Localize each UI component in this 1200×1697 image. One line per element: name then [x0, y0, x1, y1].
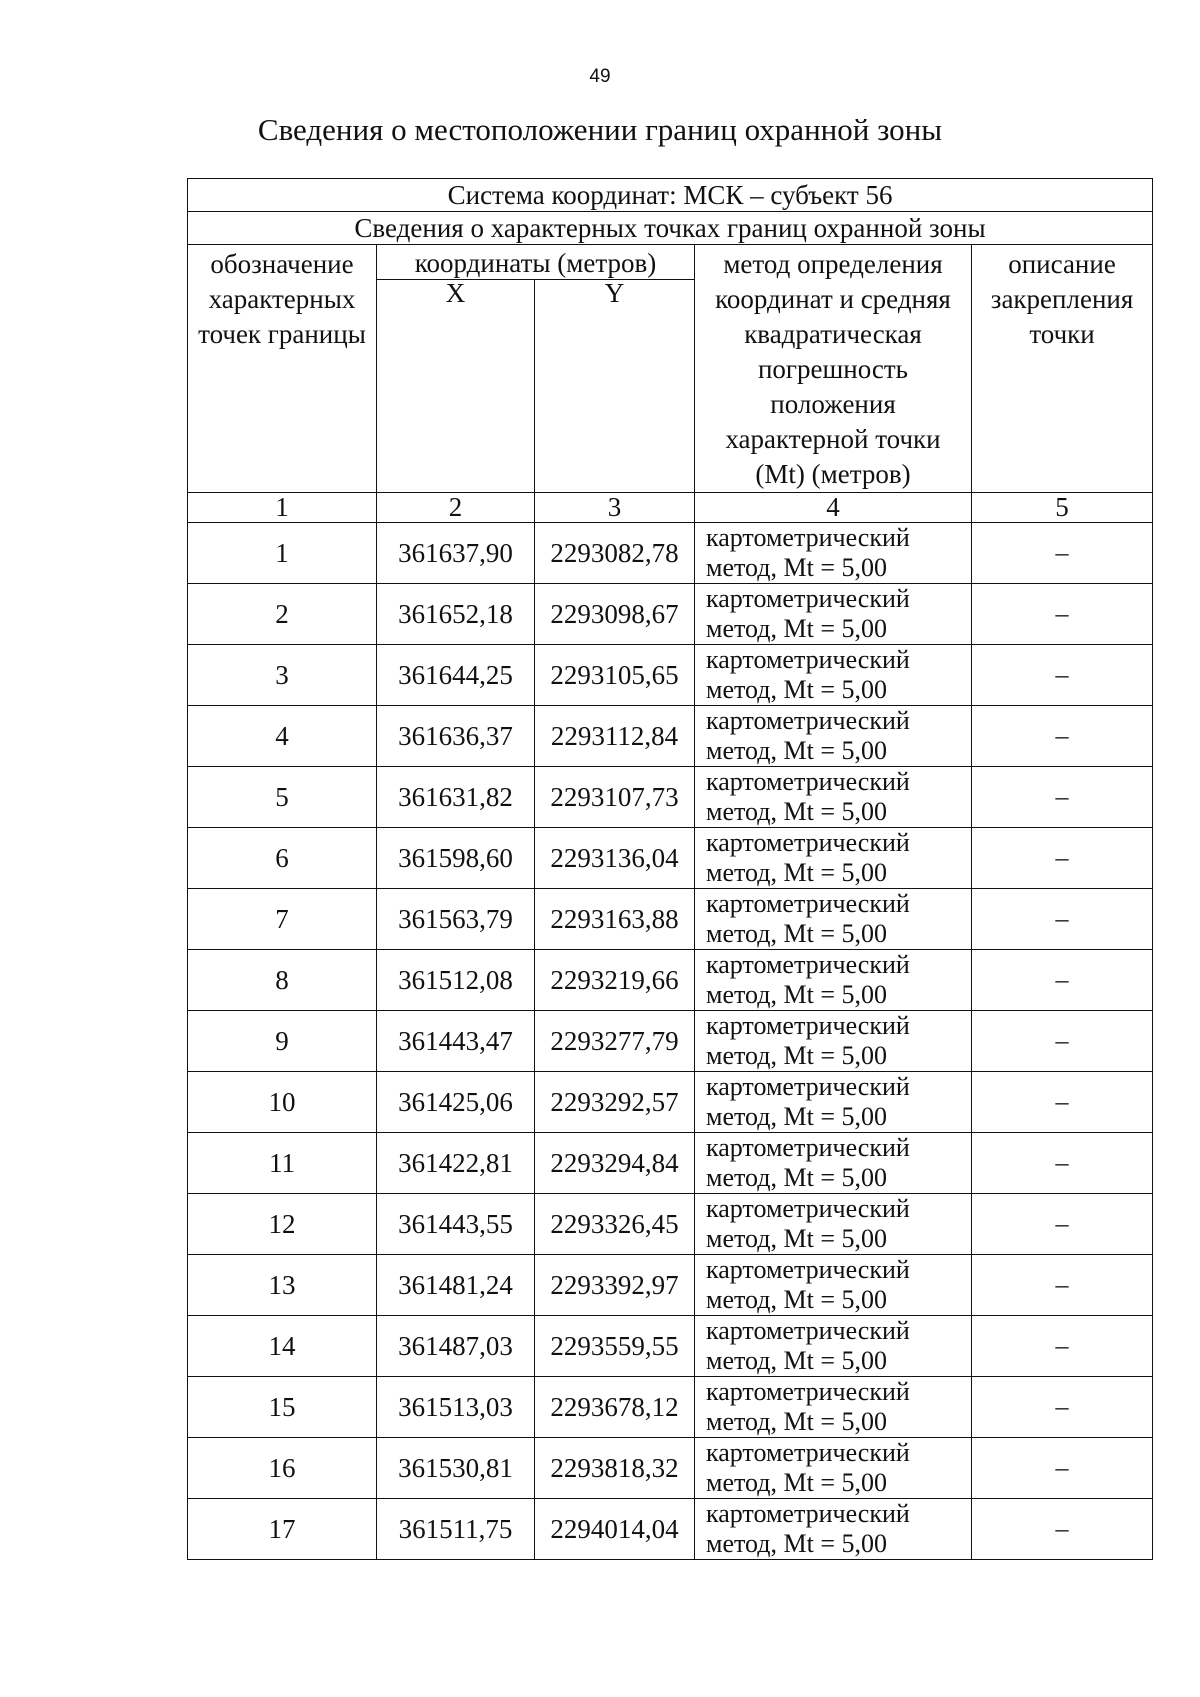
table-row — [188, 1011, 1153, 1072]
x-coordinate-cell: 361513,03 — [377, 1377, 535, 1438]
x-coordinate-cell: 361425,06 — [377, 1072, 535, 1133]
table-row — [188, 1316, 1153, 1377]
point-number-cell: 9 — [188, 1011, 377, 1072]
coordinate-system-caption: Система координат: МСК – субъект 56 — [188, 179, 1153, 212]
table-row — [188, 889, 1153, 950]
table-row — [188, 828, 1153, 889]
method-line: метод, Mt = 5,00 — [706, 1102, 887, 1131]
x-coordinate-cell: 361636,37 — [377, 706, 535, 767]
header-description: описание закрепления точки — [972, 245, 1153, 493]
method-cell — [695, 1316, 972, 1377]
point-number-cell: 8 — [188, 950, 377, 1011]
method-line: метод, Mt = 5,00 — [706, 1468, 887, 1497]
method-line: метод, Mt = 5,00 — [706, 1224, 887, 1253]
method-line: метод, Mt = 5,00 — [706, 919, 887, 948]
x-coordinate-cell: 361487,03 — [377, 1316, 535, 1377]
description-cell: – — [972, 523, 1153, 584]
method-line: метод, Mt = 5,00 — [706, 614, 887, 643]
point-number-cell: 14 — [188, 1316, 377, 1377]
y-coordinate-cell: 2293559,55 — [535, 1316, 695, 1377]
method-cell — [695, 767, 972, 828]
page-number: 49 — [589, 66, 611, 87]
method-line: картометрический — [706, 950, 910, 979]
description-cell: – — [972, 1194, 1153, 1255]
method-line: картометрический — [706, 767, 910, 796]
description-cell: – — [972, 645, 1153, 706]
table-row — [188, 645, 1153, 706]
description-cell: – — [972, 889, 1153, 950]
point-number-cell: 5 — [188, 767, 377, 828]
method-line: картометрический — [706, 584, 910, 613]
method-line: метод, Mt = 5,00 — [706, 858, 887, 887]
y-coordinate-cell: 2293678,12 — [535, 1377, 695, 1438]
table-row — [188, 767, 1153, 828]
table-row — [188, 1438, 1153, 1499]
y-coordinate-cell: 2293277,79 — [535, 1011, 695, 1072]
y-coordinate-cell: 2293219,66 — [535, 950, 695, 1011]
method-line: картометрический — [706, 889, 910, 918]
description-cell: – — [972, 1133, 1153, 1194]
table-row — [188, 523, 1153, 584]
y-coordinate-cell: 2293392,97 — [535, 1255, 695, 1316]
table-row — [188, 1255, 1153, 1316]
method-line: метод, Mt = 5,00 — [706, 1529, 887, 1558]
table-row — [188, 950, 1153, 1011]
x-coordinate-cell: 361512,08 — [377, 950, 535, 1011]
y-coordinate-cell: 2293112,84 — [535, 706, 695, 767]
x-coordinate-cell: 361443,47 — [377, 1011, 535, 1072]
method-line: метод, Mt = 5,00 — [706, 736, 887, 765]
method-cell — [695, 645, 972, 706]
method-cell — [695, 1011, 972, 1072]
point-number-cell: 12 — [188, 1194, 377, 1255]
method-cell — [695, 828, 972, 889]
y-coordinate-cell: 2293163,88 — [535, 889, 695, 950]
method-line: картометрический — [706, 1072, 910, 1101]
table-row — [188, 1194, 1153, 1255]
method-cell — [695, 1194, 972, 1255]
column-number: 5 — [972, 493, 1153, 523]
method-cell — [695, 584, 972, 645]
method-line: картометрический — [706, 1194, 910, 1223]
table-row — [188, 1133, 1153, 1194]
method-line: метод, Mt = 5,00 — [706, 1346, 887, 1375]
point-number-cell: 7 — [188, 889, 377, 950]
page-title: Сведения о местоположении границ охранной зоны — [257, 112, 943, 147]
description-cell: – — [972, 767, 1153, 828]
y-coordinate-cell: 2293105,65 — [535, 645, 695, 706]
description-cell: – — [972, 706, 1153, 767]
method-cell — [695, 1438, 972, 1499]
header-coordinates: координаты (метров) — [377, 245, 695, 280]
y-coordinate-cell: 2293818,32 — [535, 1438, 695, 1499]
point-number-cell: 11 — [188, 1133, 377, 1194]
x-coordinate-cell: 361563,79 — [377, 889, 535, 950]
method-cell — [695, 1255, 972, 1316]
x-coordinate-cell: 361637,90 — [377, 523, 535, 584]
point-number-cell: 2 — [188, 584, 377, 645]
description-cell: – — [972, 1499, 1153, 1560]
method-line: картометрический — [706, 828, 910, 857]
method-line: картометрический — [706, 645, 910, 674]
y-coordinate-cell: 2293082,78 — [535, 523, 695, 584]
method-line: метод, Mt = 5,00 — [706, 1285, 887, 1314]
point-number-cell: 1 — [188, 523, 377, 584]
description-cell: – — [972, 1377, 1153, 1438]
x-coordinate-cell: 361511,75 — [377, 1499, 535, 1560]
point-number-cell: 16 — [188, 1438, 377, 1499]
method-cell — [695, 1133, 972, 1194]
section-caption: Сведения о характерных точках границ охранной зоны — [188, 212, 1153, 245]
header-y: Y — [535, 280, 695, 493]
table-row — [188, 1499, 1153, 1560]
method-cell — [695, 950, 972, 1011]
method-line: картометрический — [706, 706, 910, 735]
method-cell — [695, 1499, 972, 1560]
method-cell — [695, 889, 972, 950]
description-cell: – — [972, 1011, 1153, 1072]
x-coordinate-cell: 361422,81 — [377, 1133, 535, 1194]
y-coordinate-cell: 2293292,57 — [535, 1072, 695, 1133]
column-number: 4 — [695, 493, 972, 523]
y-coordinate-cell: 2293326,45 — [535, 1194, 695, 1255]
header-point-designation: обозначение характерных точек границы — [188, 245, 377, 493]
description-cell: – — [972, 950, 1153, 1011]
method-line: метод, Mt = 5,00 — [706, 1407, 887, 1436]
method-cell — [695, 1377, 972, 1438]
point-number-cell: 15 — [188, 1377, 377, 1438]
method-line: метод, Mt = 5,00 — [706, 1041, 887, 1070]
table-row — [188, 1377, 1153, 1438]
method-line: метод, Mt = 5,00 — [706, 797, 887, 826]
y-coordinate-cell: 2293098,67 — [535, 584, 695, 645]
y-coordinate-cell: 2293107,73 — [535, 767, 695, 828]
method-line: метод, Mt = 5,00 — [706, 1163, 887, 1192]
description-cell: – — [972, 584, 1153, 645]
method-line: метод, Mt = 5,00 — [706, 980, 887, 1009]
y-coordinate-cell: 2294014,04 — [535, 1499, 695, 1560]
table-row — [188, 706, 1153, 767]
description-cell: – — [972, 1255, 1153, 1316]
table-row — [188, 584, 1153, 645]
method-cell — [695, 1072, 972, 1133]
header-method: метод определения координат и средняя квадратическая погрешность положения характерной точки (Mt) (метров) — [695, 245, 972, 493]
x-coordinate-cell: 361631,82 — [377, 767, 535, 828]
point-number-cell: 13 — [188, 1255, 377, 1316]
method-line: картометрический — [706, 1438, 910, 1467]
table-row — [188, 1072, 1153, 1133]
point-number-cell: 17 — [188, 1499, 377, 1560]
method-line: метод, Mt = 5,00 — [706, 553, 887, 582]
boundary-points-table — [187, 178, 1153, 1560]
description-cell: – — [972, 828, 1153, 889]
point-number-cell: 10 — [188, 1072, 377, 1133]
y-coordinate-cell: 2293294,84 — [535, 1133, 695, 1194]
x-coordinate-cell: 361443,55 — [377, 1194, 535, 1255]
method-cell — [695, 706, 972, 767]
point-number-cell: 3 — [188, 645, 377, 706]
description-cell: – — [972, 1438, 1153, 1499]
method-line: метод, Mt = 5,00 — [706, 675, 887, 704]
x-coordinate-cell: 361652,18 — [377, 584, 535, 645]
description-cell: – — [972, 1316, 1153, 1377]
method-line: картометрический — [706, 523, 910, 552]
column-number: 3 — [535, 493, 695, 523]
point-number-cell: 6 — [188, 828, 377, 889]
y-coordinate-cell: 2293136,04 — [535, 828, 695, 889]
column-number: 2 — [377, 493, 535, 523]
point-number-cell: 4 — [188, 706, 377, 767]
x-coordinate-cell: 361644,25 — [377, 645, 535, 706]
header-x: X — [377, 280, 535, 493]
method-line: картометрический — [706, 1316, 910, 1345]
method-cell — [695, 523, 972, 584]
method-line: картометрический — [706, 1255, 910, 1284]
method-line: картометрический — [706, 1377, 910, 1406]
method-line: картометрический — [706, 1133, 910, 1162]
description-cell: – — [972, 1072, 1153, 1133]
column-number: 1 — [188, 493, 377, 523]
x-coordinate-cell: 361598,60 — [377, 828, 535, 889]
x-coordinate-cell: 361481,24 — [377, 1255, 535, 1316]
method-line: картометрический — [706, 1011, 910, 1040]
method-line: картометрический — [706, 1499, 910, 1528]
x-coordinate-cell: 361530,81 — [377, 1438, 535, 1499]
